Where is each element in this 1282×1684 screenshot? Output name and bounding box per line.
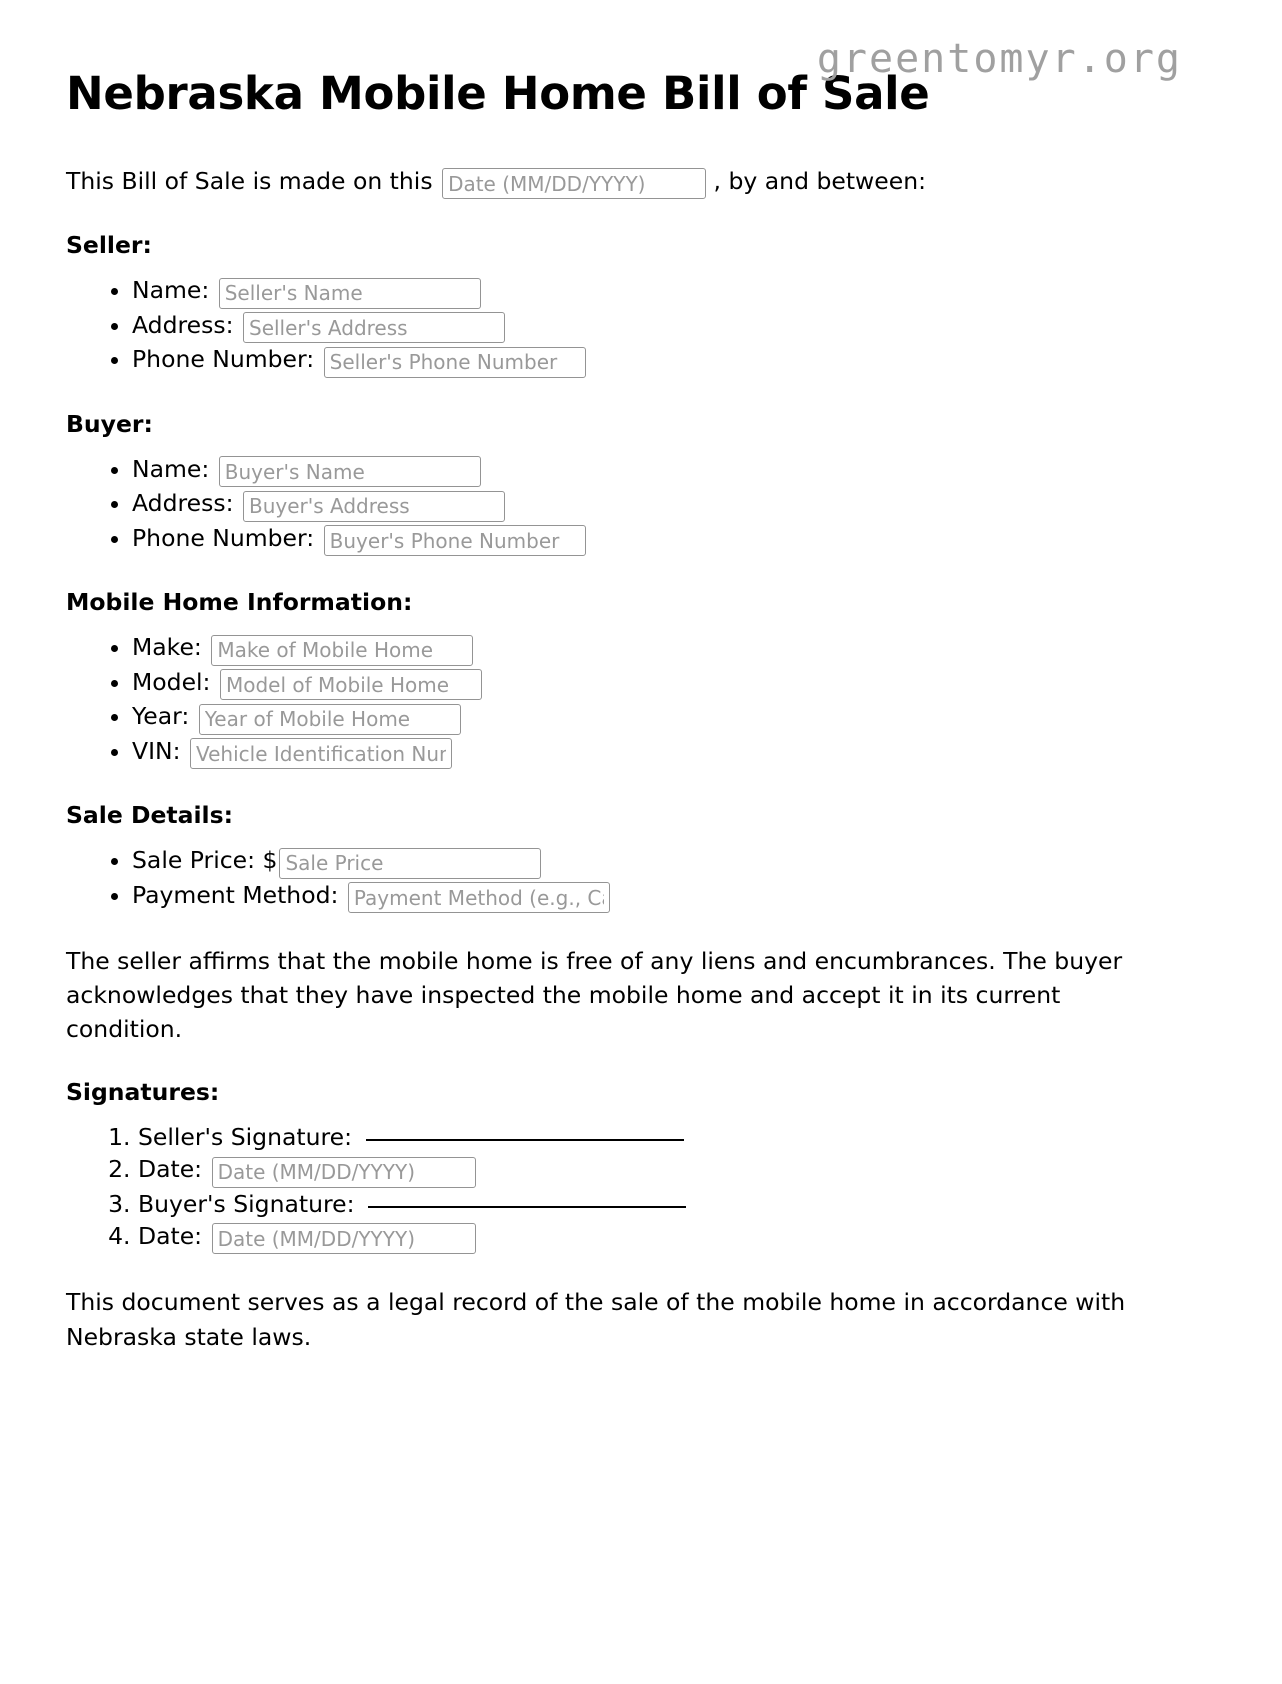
seller-signature-label: Seller's Signature: [138, 1123, 353, 1152]
list-item [132, 344, 1216, 378]
page-bottom-space [66, 1354, 1216, 1684]
model-input[interactable] [220, 669, 482, 700]
list-item [132, 454, 1216, 488]
list-item [132, 632, 1216, 666]
seller-name-label: Name: [132, 276, 210, 305]
list-item [132, 736, 1216, 770]
signatures-section-heading: Signatures: [66, 1078, 220, 1107]
buyer-name-input[interactable] [219, 456, 481, 487]
seller-address-input[interactable] [243, 312, 505, 343]
closing-paragraph: This document serves as a legal record of the sale of the mobile home in accordance with Nebraska state laws. [66, 1288, 1126, 1351]
intro-paragraph [66, 164, 1156, 200]
vin-label: VIN: [132, 736, 181, 765]
affirmation-paragraph: The seller affirms that the mobile home is free of any liens and encumbrances. The buyer acknowledges that they have inspected the mobile home and accept it in its current condition. [66, 947, 1123, 1044]
sale-details-section-heading: Sale Details: [66, 801, 233, 830]
seller-section-heading: Seller: [66, 231, 152, 260]
buyer-address-label: Address: [132, 489, 234, 518]
buyer-date-input[interactable] [212, 1223, 476, 1254]
page-title: Nebraska Mobile Home Bill of Sale [66, 67, 930, 120]
list-item [132, 880, 1216, 914]
list-item [138, 1122, 1216, 1153]
year-input[interactable] [199, 704, 461, 735]
buyer-name-label: Name: [132, 454, 210, 483]
signatures-list [66, 1122, 1216, 1254]
buyer-phone-input[interactable] [324, 525, 586, 556]
make-input[interactable] [211, 635, 473, 666]
buyer-address-input[interactable] [243, 491, 505, 522]
list-item [132, 523, 1216, 557]
seller-phone-input[interactable] [324, 347, 586, 378]
seller-field-list [66, 275, 1216, 378]
agreement-date-input[interactable] [442, 168, 706, 199]
buyer-signature-line[interactable] [368, 1205, 686, 1208]
seller-name-input[interactable] [219, 278, 481, 309]
payment-method-input[interactable] [348, 882, 610, 913]
buyer-field-list [66, 454, 1216, 557]
seller-phone-label: Phone Number: [132, 345, 315, 374]
buyer-date-label: Date: [138, 1221, 203, 1250]
intro-text-after: , by and between: [713, 166, 926, 195]
list-item [132, 667, 1216, 701]
year-label: Year: [132, 702, 190, 731]
site-watermark: greentomyr.org [816, 36, 1182, 82]
list-item [138, 1189, 1216, 1220]
intro-text-before: This Bill of Sale is made on this [66, 166, 433, 195]
list-item [138, 1221, 1216, 1255]
list-item [132, 701, 1216, 735]
list-item [132, 488, 1216, 522]
mobile-home-field-list [66, 632, 1216, 769]
buyer-phone-label: Phone Number: [132, 523, 315, 552]
list-item [138, 1154, 1216, 1188]
sale-details-field-list [66, 845, 1216, 913]
vin-input[interactable] [190, 738, 452, 769]
list-item [132, 275, 1216, 309]
sale-price-label: Sale Price: $ [132, 846, 278, 875]
payment-method-label: Payment Method: [132, 880, 339, 909]
list-item [132, 845, 1216, 879]
sale-price-input[interactable] [279, 848, 541, 879]
buyer-signature-label: Buyer's Signature: [138, 1189, 355, 1218]
seller-address-label: Address: [132, 310, 234, 339]
make-label: Make: [132, 633, 202, 662]
buyer-section-heading: Buyer: [66, 409, 153, 438]
seller-date-input[interactable] [212, 1157, 476, 1188]
list-item [132, 310, 1216, 344]
seller-signature-line[interactable] [366, 1138, 684, 1141]
model-label: Model: [132, 667, 211, 696]
mobile-home-section-heading: Mobile Home Information: [66, 588, 413, 617]
seller-date-label: Date: [138, 1155, 203, 1184]
